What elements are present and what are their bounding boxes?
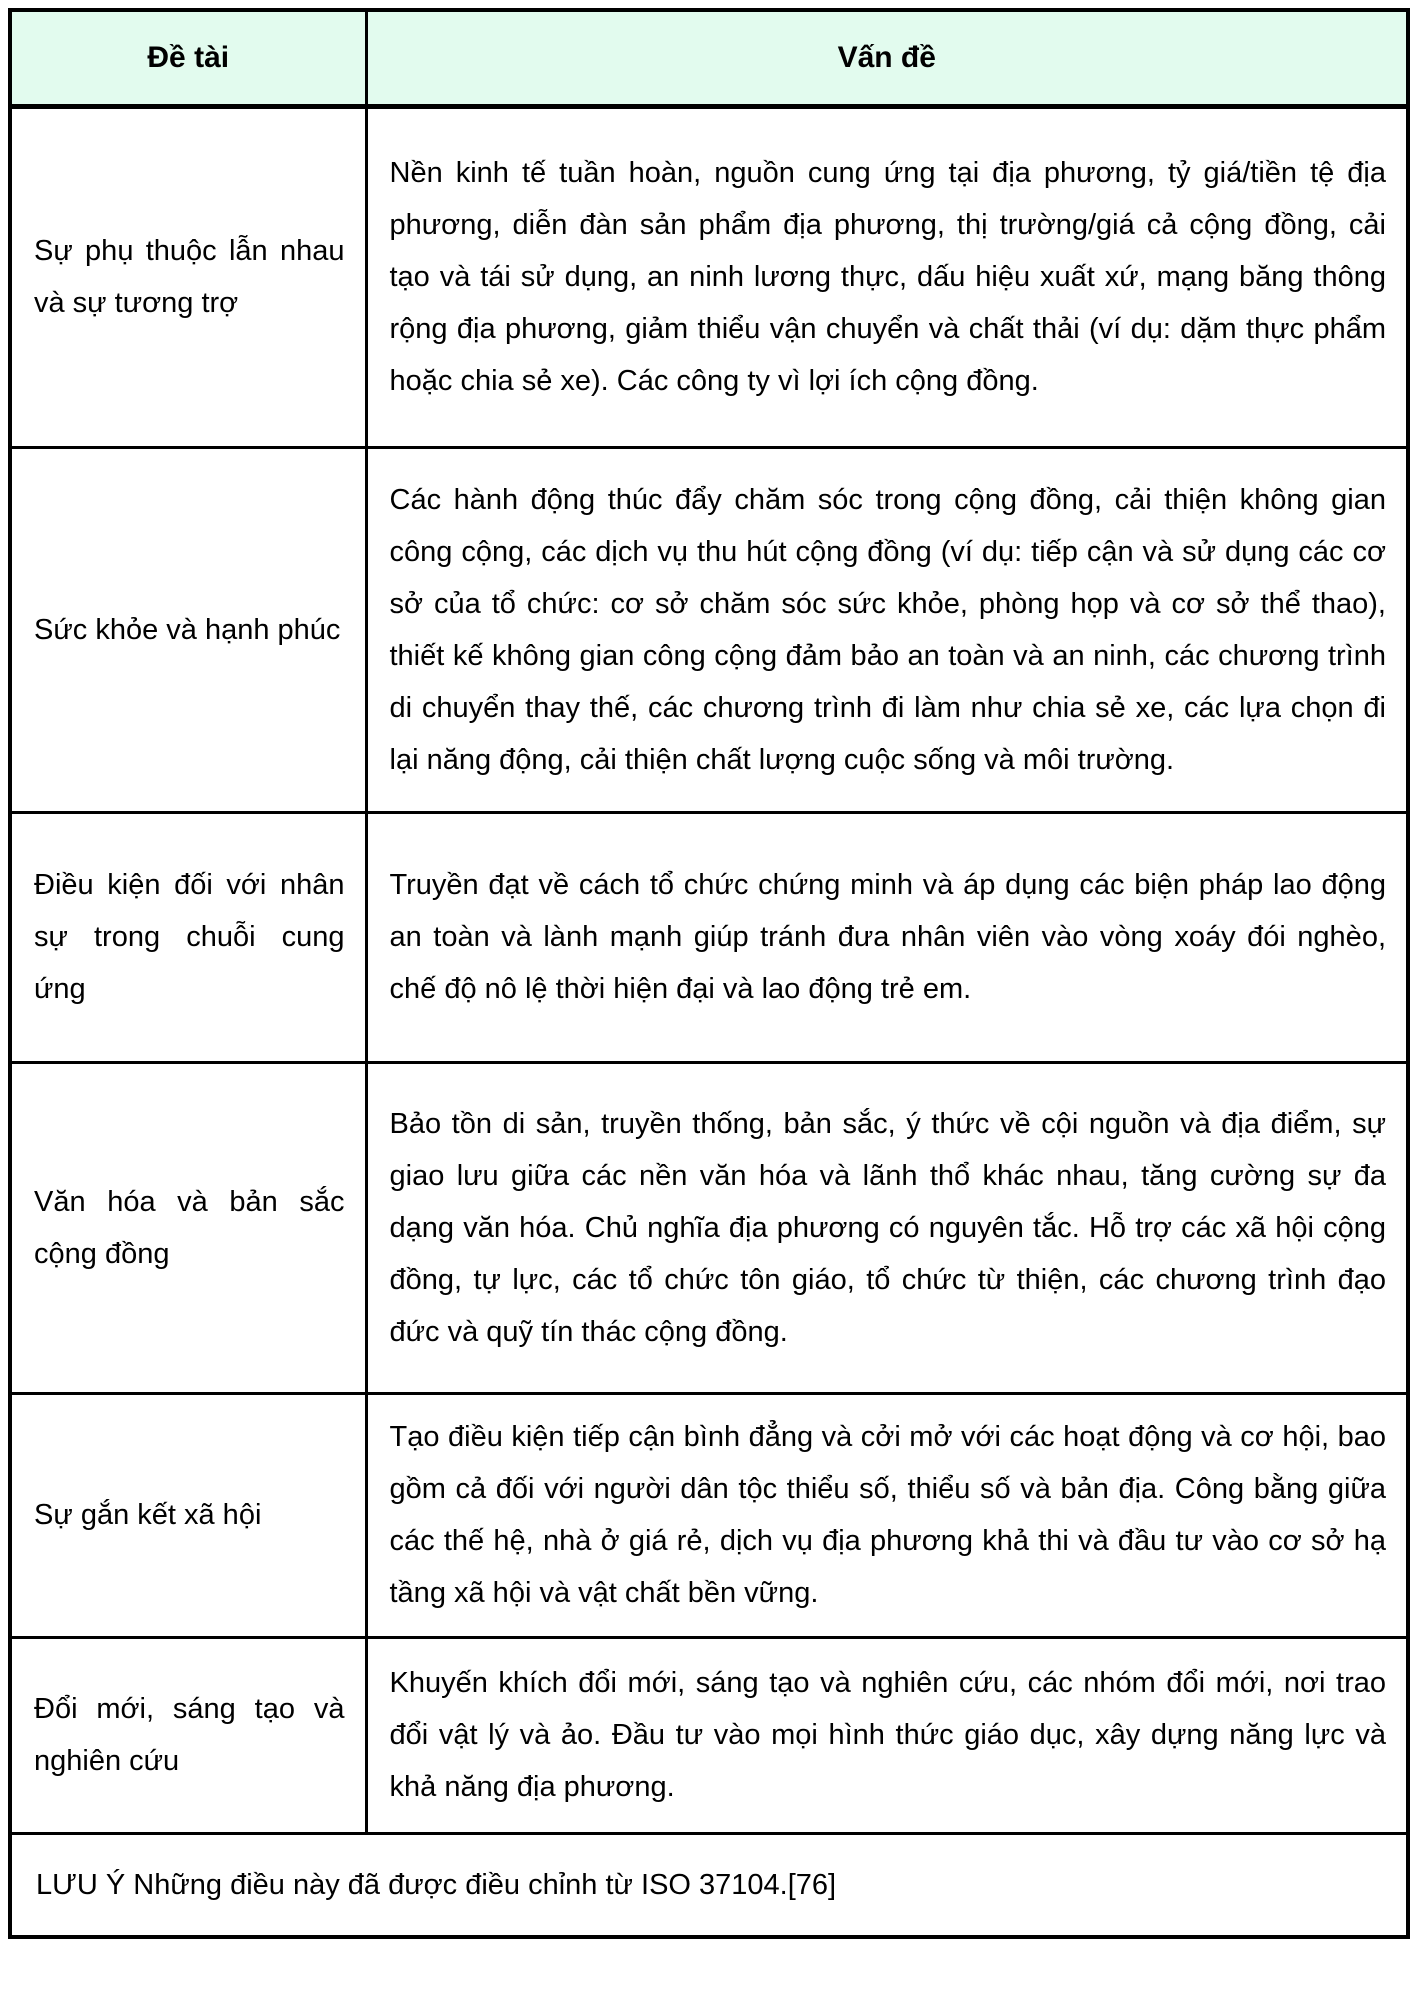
topics-issues-table: [8, 8, 1410, 1939]
topic-cell: Sự phụ thuộc lẫn nhau và sự tương trợ: [10, 106, 366, 447]
issue-cell: Nền kinh tế tuần hoàn, nguồn cung ứng tại địa phương, tỷ giá/tiền tệ địa phương, diễn đàn sản phẩm địa phương, thị trường/giá cả cộng đồng, cải tạo và tái sử dụng, an ninh lương thực, dấu hiệu xuất xứ, mạng băng thông rộng địa phương, giảm thiểu vận chuyển và chất thải (ví dụ: dặm thực phẩm hoặc chia sẻ xe). Các công ty vì lợi ích cộng đồng.: [366, 106, 1408, 447]
issue-cell: Các hành động thúc đẩy chăm sóc trong cộng đồng, cải thiện không gian công cộng, các dịch vụ thu hút cộng đồng (ví dụ: tiếp cận và sử dụng các cơ sở của tổ chức: cơ sở chăm sóc sức khỏe, phòng họp và cơ sở thể thao), thiết kế không gian công cộng đảm bảo an toàn và an ninh, các chương trình di chuyển thay thế, các chương trình đi làm như chia sẻ xe, các lựa chọn đi lại năng động, cải thiện chất lượng cuộc sống và môi trường.: [366, 447, 1408, 812]
column-header-topic: Đề tài: [10, 10, 366, 106]
issue-cell: Tạo điều kiện tiếp cận bình đẳng và cởi mở với các hoạt động và cơ hội, bao gồm cả đối với người dân tộc thiểu số, thiểu số và bản địa. Công bằng giữa các thế hệ, nhà ở giá rẻ, dịch vụ địa phương khả thi và đầu tư vào cơ sở hạ tầng xã hội và vật chất bền vững.: [366, 1393, 1408, 1637]
topic-cell: Đổi mới, sáng tạo và nghiên cứu: [10, 1637, 366, 1833]
topic-cell: Điều kiện đối với nhân sự trong chuỗi cung ứng: [10, 812, 366, 1062]
table-row: [10, 106, 1408, 447]
table-row: [10, 1637, 1408, 1833]
issue-cell: Khuyến khích đổi mới, sáng tạo và nghiên cứu, các nhóm đổi mới, nơi trao đổi vật lý và ảo. Đầu tư vào mọi hình thức giáo dục, xây dựng năng lực và khả năng địa phương.: [366, 1637, 1408, 1833]
topic-cell: Sự gắn kết xã hội: [10, 1393, 366, 1637]
table-row: [10, 1062, 1408, 1393]
table-row: [10, 447, 1408, 812]
issue-cell: Truyền đạt về cách tổ chức chứng minh và áp dụng các biện pháp lao động an toàn và lành mạnh giúp tránh đưa nhân viên vào vòng xoáy đói nghèo, chế độ nô lệ thời hiện đại và lao động trẻ em.: [366, 812, 1408, 1062]
column-header-issue: Vấn đề: [366, 10, 1408, 106]
topic-cell: Văn hóa và bản sắc cộng đồng: [10, 1062, 366, 1393]
note-cell: LƯU Ý Những điều này đã được điều chỉnh từ ISO 37104.[76]: [10, 1833, 1408, 1937]
table-header-row: [10, 10, 1408, 106]
table-note-row: [10, 1833, 1408, 1937]
issue-cell: Bảo tồn di sản, truyền thống, bản sắc, ý thức về cội nguồn và địa điểm, sự giao lưu giữa các nền văn hóa và lãnh thổ khác nhau, tăng cường sự đa dạng văn hóa. Chủ nghĩa địa phương có nguyên tắc. Hỗ trợ các xã hội cộng đồng, tự lực, các tổ chức tôn giáo, tổ chức từ thiện, các chương trình đạo đức và quỹ tín thác cộng đồng.: [366, 1062, 1408, 1393]
table-row: [10, 812, 1408, 1062]
table-row: [10, 1393, 1408, 1637]
topic-cell: Sức khỏe và hạnh phúc: [10, 447, 366, 812]
